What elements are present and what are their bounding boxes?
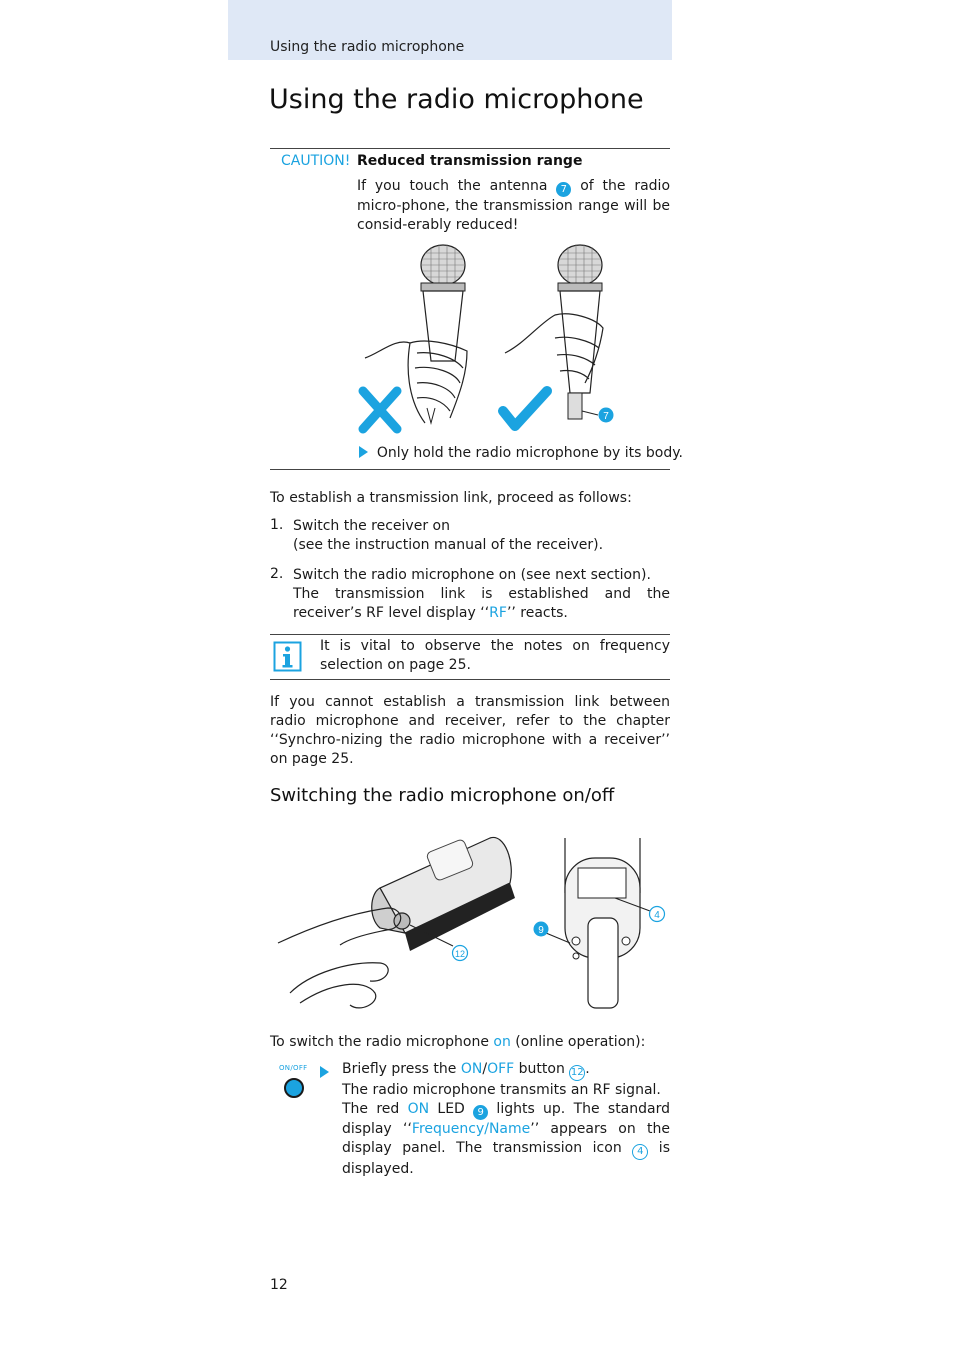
info-bottom-rule [270,679,670,680]
page-title: Using the radio microphone [269,84,644,115]
result-the-red: The red [342,1101,408,1117]
led-word: LED [429,1101,474,1117]
page-number: 12 [270,1277,288,1293]
wrong-hold-illustration [363,245,467,429]
switch-on-highlight: on [493,1034,511,1050]
sync-paragraph: If you cannot establish a transmission link between radio microphone and receiver, refer to the chapter ‘‘Synchro-nizing the radio microphone with a receiver’’ on page 25. [270,694,670,767]
result-after-display: ’’ appears on the display panel. The transmission icon [342,1121,671,1156]
caution-top-rule [270,148,670,149]
on-off-icon-label: ON/OFF [279,1064,308,1072]
section-title: Switching the radio microphone on/off [270,785,615,806]
correct-hold-illustration [503,245,614,426]
info-note-text: It is vital to observe the notes on frequency selection on page 25. [320,638,670,673]
off-label: OFF [487,1061,515,1077]
switch-on-intro [270,1033,670,1052]
antenna-ref-badge: 7 [556,182,571,197]
step-1-number: 1. [270,517,284,533]
caution-bottom-rule [270,469,670,470]
press-bullet [320,1062,329,1081]
switch-on-intro-after: (online operation): [510,1034,646,1050]
step-2-text [293,566,670,623]
antenna-callout-number: 7 [603,411,609,422]
hold-instruction [359,445,683,461]
button-callout-number: 12 [454,949,466,959]
slash: / [482,1061,488,1077]
on-led-label: ON [407,1101,430,1117]
frequency-name-display: Frequency/Name [411,1121,531,1137]
icon-ref-ring: 4 [632,1144,648,1160]
switch-on-off-figure [270,833,670,1025]
microphone-hold-figure [355,243,675,435]
on-off-button-icon [284,1078,304,1098]
led-ref-badge: 9 [473,1105,488,1120]
rf-display-highlight: RF [489,605,507,621]
step-2-line2-before: The transmission link is established and the receiver’s RF level display ‘‘ [293,586,670,621]
icon-callout-number: 4 [654,910,660,921]
running-header: Using the radio microphone [270,39,465,55]
caution-label: CAUTION! [281,153,351,169]
step-2-line2-after: ’’ reacts. [506,605,568,621]
mic-bottom-view-illustration [534,838,665,1008]
caution-text [357,177,670,235]
step-2-number: 2. [270,566,284,582]
button-ref-ring: 12 [569,1065,585,1081]
step-1-line2: (see the instruction manual of the receiver). [293,537,604,553]
bullet-arrow-icon [320,1066,329,1078]
info-top-rule [270,634,670,635]
press-end: . [585,1061,590,1077]
press-instruction-block [342,1060,670,1179]
step-2-line1: Switch the radio microphone on (see next section). [293,567,651,583]
intro-paragraph: To establish a transmission link, proceed as follows: [270,490,632,506]
result-line1: The radio microphone transmits an RF signal. [342,1082,661,1098]
caution-text-before: If you touch the antenna [357,178,548,194]
result-after-led: lights up. The standard display ‘‘ [342,1101,670,1137]
caution-title: Reduced transmission range [357,153,583,169]
step-1-text [293,517,670,555]
hold-instruction-text: Only hold the radio microphone by its body. [376,445,683,461]
press-after: button [514,1061,565,1077]
led-callout-number: 9 [538,925,544,936]
result-end: is displayed. [342,1140,670,1177]
switch-on-intro-before: To switch the radio microphone [270,1034,494,1050]
press-before: Briefly press the [342,1061,461,1077]
info-icon [273,641,303,673]
on-label: ON [460,1061,483,1077]
finger-press-illustration [278,837,515,1007]
caution-text-after: of the radio micro-phone, the transmission range will be consid-erably reduced! [357,178,671,233]
bullet-arrow-icon [359,446,368,458]
step-1-line1: Switch the receiver on [293,518,450,534]
